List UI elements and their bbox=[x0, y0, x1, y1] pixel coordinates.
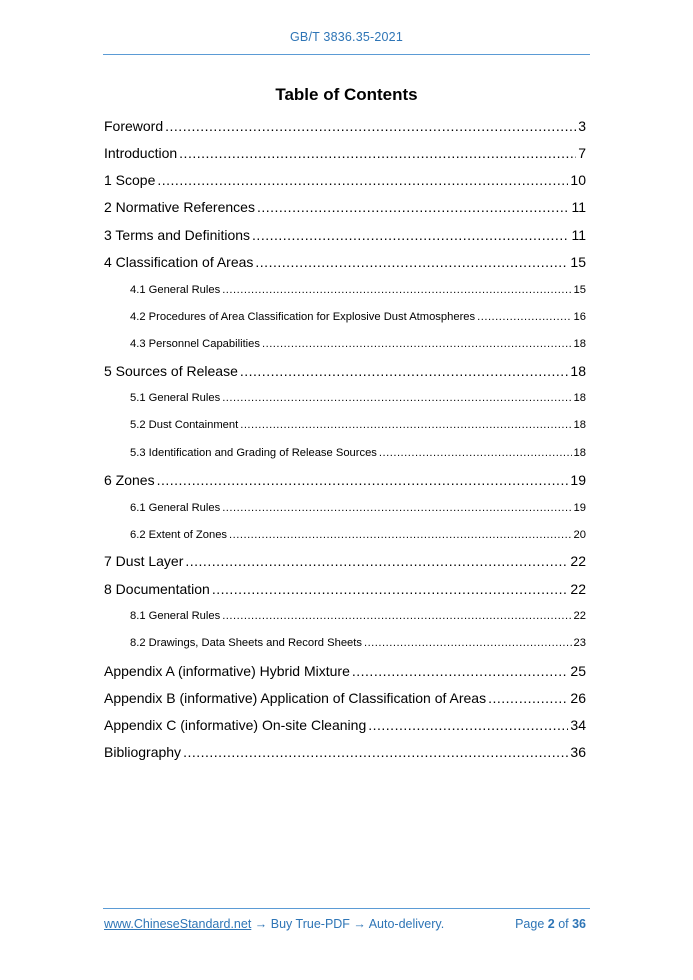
toc-entry-page: 11 bbox=[571, 227, 586, 243]
dot-leader bbox=[352, 663, 569, 679]
toc-entry[interactable] bbox=[104, 363, 586, 383]
toc-entry[interactable] bbox=[104, 553, 586, 573]
toc-entry-page: 19 bbox=[570, 472, 586, 488]
toc-entry-page: 36 bbox=[570, 744, 586, 760]
dot-leader bbox=[222, 502, 571, 514]
toc-entry[interactable] bbox=[130, 529, 586, 545]
toc-entry-page: 18 bbox=[573, 392, 586, 404]
toc-entry[interactable] bbox=[104, 254, 586, 274]
toc-entry[interactable] bbox=[104, 227, 586, 247]
page-footer bbox=[104, 917, 586, 935]
dot-leader bbox=[157, 172, 568, 188]
toc-entry-page: 11 bbox=[571, 199, 586, 215]
toc-entry-page: 18 bbox=[573, 419, 586, 431]
toc-entry-label: 5.3 Identification and Grading of Release Sources bbox=[130, 447, 377, 459]
toc-entry-label: 8.2 Drawings, Data Sheets and Record Sheets bbox=[130, 637, 362, 649]
toc-entry[interactable] bbox=[104, 744, 586, 764]
toc-entry-label: Appendix A (informative) Hybrid Mixture bbox=[104, 663, 350, 679]
footer-divider bbox=[103, 908, 590, 909]
page-current: 2 bbox=[547, 917, 555, 931]
toc-entry-label: Appendix B (informative) Application of Classification of Areas bbox=[104, 690, 487, 706]
dot-leader bbox=[368, 717, 568, 733]
toc-entry-page: 22 bbox=[570, 553, 586, 569]
dot-leader bbox=[257, 199, 570, 215]
toc-entry-page: 26 bbox=[570, 690, 586, 706]
dot-leader bbox=[379, 447, 572, 459]
dot-leader bbox=[364, 637, 572, 649]
dot-leader bbox=[252, 227, 569, 243]
toc-entry[interactable] bbox=[130, 311, 586, 327]
toc-entry[interactable] bbox=[104, 172, 586, 192]
toc-entry-label: 6.2 Extent of Zones bbox=[130, 529, 228, 541]
toc-entry[interactable] bbox=[104, 663, 586, 683]
toc-entry-label: 7 Dust Layer bbox=[104, 553, 184, 569]
dot-leader bbox=[240, 419, 571, 431]
dot-leader bbox=[477, 311, 571, 323]
toc-entry-page: 10 bbox=[570, 172, 586, 188]
toc-entry[interactable] bbox=[130, 502, 586, 518]
page-of: of bbox=[554, 917, 573, 931]
toc-entry-label: 5.1 General Rules bbox=[130, 392, 221, 404]
toc-entry-page: 15 bbox=[570, 254, 586, 270]
toc-entry-page: 22 bbox=[573, 610, 586, 622]
toc-entry-page: 25 bbox=[570, 663, 586, 679]
toc-entry-page: 23 bbox=[573, 637, 586, 649]
dot-leader bbox=[222, 284, 571, 296]
toc-entry-page: 18 bbox=[573, 447, 586, 459]
toc-entry-label: Foreword bbox=[104, 118, 164, 134]
dot-leader bbox=[165, 118, 576, 134]
dot-leader bbox=[488, 690, 568, 706]
toc-entry-page: 18 bbox=[573, 338, 586, 350]
dot-leader bbox=[185, 553, 568, 569]
toc-entry[interactable] bbox=[104, 118, 586, 138]
toc-entry-page: 22 bbox=[570, 581, 586, 597]
toc-entry-page: 18 bbox=[570, 363, 586, 379]
toc-entry[interactable] bbox=[104, 199, 586, 219]
dot-leader bbox=[229, 529, 572, 541]
dot-leader bbox=[183, 744, 568, 760]
toc-entry-label: Introduction bbox=[104, 145, 178, 161]
dot-leader bbox=[212, 581, 569, 597]
toc-entry-page: 7 bbox=[578, 145, 586, 161]
toc-entry[interactable] bbox=[104, 581, 586, 601]
toc-entry-page: 20 bbox=[573, 529, 586, 541]
toc-entry-label: 6 Zones bbox=[104, 472, 155, 488]
document-id-header: GB/T 3836.35-2021 bbox=[290, 30, 403, 44]
toc-entry[interactable] bbox=[130, 338, 586, 354]
toc-entry-page: 19 bbox=[573, 502, 586, 514]
toc-entry-label: 3 Terms and Definitions bbox=[104, 227, 251, 243]
toc-entry-label: 8.1 General Rules bbox=[130, 610, 221, 622]
footer-promo bbox=[104, 917, 444, 935]
toc-entry[interactable] bbox=[130, 284, 586, 300]
promo-text: → Buy True-PDF → Auto-delivery. bbox=[251, 917, 445, 931]
page-title: Table of Contents bbox=[275, 85, 418, 104]
toc-entry-label: 1 Scope bbox=[104, 172, 156, 188]
toc-entry-label: 4.1 General Rules bbox=[130, 284, 221, 296]
toc-entry-label: 5.2 Dust Containment bbox=[130, 419, 239, 431]
dot-leader bbox=[179, 145, 576, 161]
page-prefix: Page bbox=[515, 917, 548, 931]
toc-entry-page: 16 bbox=[573, 311, 586, 323]
dot-leader bbox=[240, 363, 569, 379]
toc-entry[interactable] bbox=[104, 145, 586, 165]
toc-entry[interactable] bbox=[130, 637, 586, 653]
toc-entry[interactable] bbox=[130, 610, 586, 626]
toc-entry[interactable] bbox=[104, 717, 586, 737]
website-link[interactable]: www.ChineseStandard.net bbox=[104, 917, 252, 931]
toc-entry-label: 2 Normative References bbox=[104, 199, 255, 215]
toc-entry-label: 4 Classification of Areas bbox=[104, 254, 254, 270]
dot-leader bbox=[255, 254, 568, 270]
toc-entry[interactable] bbox=[104, 690, 586, 710]
toc-entry[interactable] bbox=[130, 419, 586, 435]
toc-entry-label: 4.3 Personnel Capabilities bbox=[130, 338, 260, 350]
toc-entry[interactable] bbox=[104, 472, 586, 492]
toc-entry[interactable] bbox=[130, 447, 586, 463]
dot-leader bbox=[222, 392, 571, 404]
page-number bbox=[515, 917, 586, 935]
toc-entry-label: 8 Documentation bbox=[104, 581, 210, 597]
toc-entry-page: 15 bbox=[573, 284, 586, 296]
toc-entry-label: 6.1 General Rules bbox=[130, 502, 221, 514]
toc-entry-page: 3 bbox=[578, 118, 586, 134]
dot-leader bbox=[222, 610, 571, 622]
toc-entry[interactable] bbox=[130, 392, 586, 408]
dot-leader bbox=[262, 338, 572, 350]
page-total: 36 bbox=[572, 917, 586, 931]
toc-entry-label: Appendix C (informative) On-site Cleaning bbox=[104, 717, 367, 733]
dot-leader bbox=[157, 472, 569, 488]
toc-entry-label: 5 Sources of Release bbox=[104, 363, 238, 379]
toc-entry-label: 4.2 Procedures of Area Classification for Explosive Dust Atmospheres bbox=[130, 311, 476, 323]
toc-entry-page: 34 bbox=[570, 717, 586, 733]
toc-entry-label: Bibliography bbox=[104, 744, 182, 760]
